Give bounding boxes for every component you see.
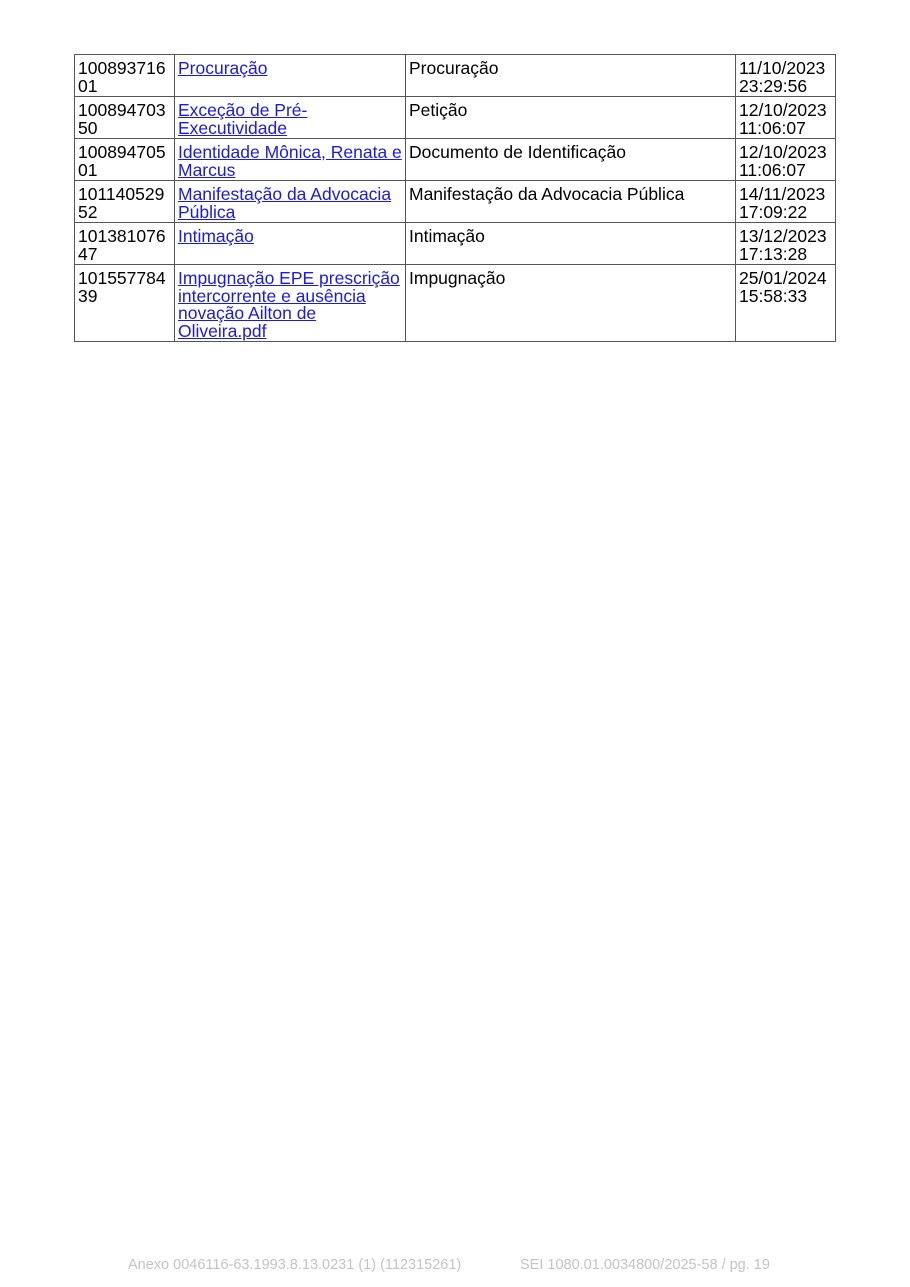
document-type-cell [406, 55, 736, 97]
document-type-cell [406, 139, 736, 181]
document-datetime-cell [736, 181, 836, 223]
document-id-cell [75, 181, 175, 223]
document-link[interactable]: Identidade Mônica, Renata e Marcus [178, 142, 402, 180]
table-row [75, 181, 836, 223]
document-time: 11:06:07 [739, 117, 806, 138]
document-name-cell [175, 181, 406, 223]
document-time: 17:09:22 [739, 201, 808, 222]
document-date: 25/01/2024 [739, 268, 827, 288]
document-type: Impugnação [409, 268, 506, 288]
document-datetime-cell [736, 97, 836, 139]
document-date: 14/11/2023 [739, 184, 826, 204]
document-datetime-cell [736, 223, 836, 265]
document-time: 11:06:07 [739, 159, 806, 180]
document-id: 10089470350 [78, 100, 166, 138]
document-id-cell [75, 223, 175, 265]
footer-sei-reference: SEI 1080.01.0034800/2025-58 / pg. 19 [520, 1257, 770, 1273]
document-link[interactable]: Procuração [178, 58, 268, 78]
document-time: 17:13:28 [739, 243, 808, 264]
document-link[interactable]: Manifestação da Advocacia Pública [178, 184, 392, 222]
document-link[interactable]: Exceção de Pré-Executividade [178, 100, 308, 138]
document-name-cell [175, 97, 406, 139]
document-date: 12/10/2023 [739, 142, 827, 162]
table-row [75, 265, 836, 342]
documents-table [74, 54, 836, 342]
table-row [75, 55, 836, 97]
document-id: 10089371601 [78, 58, 166, 96]
document-type-cell [406, 265, 736, 342]
document-id-cell [75, 265, 175, 342]
document-name-cell [175, 265, 406, 342]
document-type-cell [406, 181, 736, 223]
document-date: 11/10/2023 [739, 58, 826, 78]
document-time: 23:29:56 [739, 75, 808, 96]
document-date: 13/12/2023 [739, 226, 827, 246]
document-datetime-cell [736, 265, 836, 342]
document-time: 15:58:33 [739, 285, 808, 306]
document-link[interactable]: Impugnação EPE prescrição intercorrente e ausência novação Ailton de Oliveira.pdf [178, 268, 400, 341]
document-id: 10138107647 [78, 226, 166, 264]
document-type-cell [406, 97, 736, 139]
document-type: Documento de Identificação [409, 142, 626, 162]
document-id: 10114052952 [78, 184, 165, 222]
document-link[interactable]: Intimação [178, 226, 254, 246]
document-type: Petição [409, 100, 468, 120]
table-row [75, 223, 836, 265]
document-type: Procuração [409, 58, 499, 78]
document-type: Intimação [409, 226, 485, 246]
footer-annex-reference: Anexo 0046116-63.1993.8.13.0231 (1) (112315261) [128, 1257, 462, 1273]
document-type: Manifestação da Advocacia Pública [409, 184, 685, 204]
table-row [75, 97, 836, 139]
document-name-cell [175, 223, 406, 265]
document-id-cell [75, 55, 175, 97]
document-id-cell [75, 97, 175, 139]
document-datetime-cell [736, 55, 836, 97]
document-id: 10155778439 [78, 268, 166, 306]
document-datetime-cell [736, 139, 836, 181]
document-name-cell [175, 55, 406, 97]
document-id-cell [75, 139, 175, 181]
document-type-cell [406, 223, 736, 265]
document-name-cell [175, 139, 406, 181]
document-id: 10089470501 [78, 142, 166, 180]
table-row [75, 139, 836, 181]
document-date: 12/10/2023 [739, 100, 827, 120]
